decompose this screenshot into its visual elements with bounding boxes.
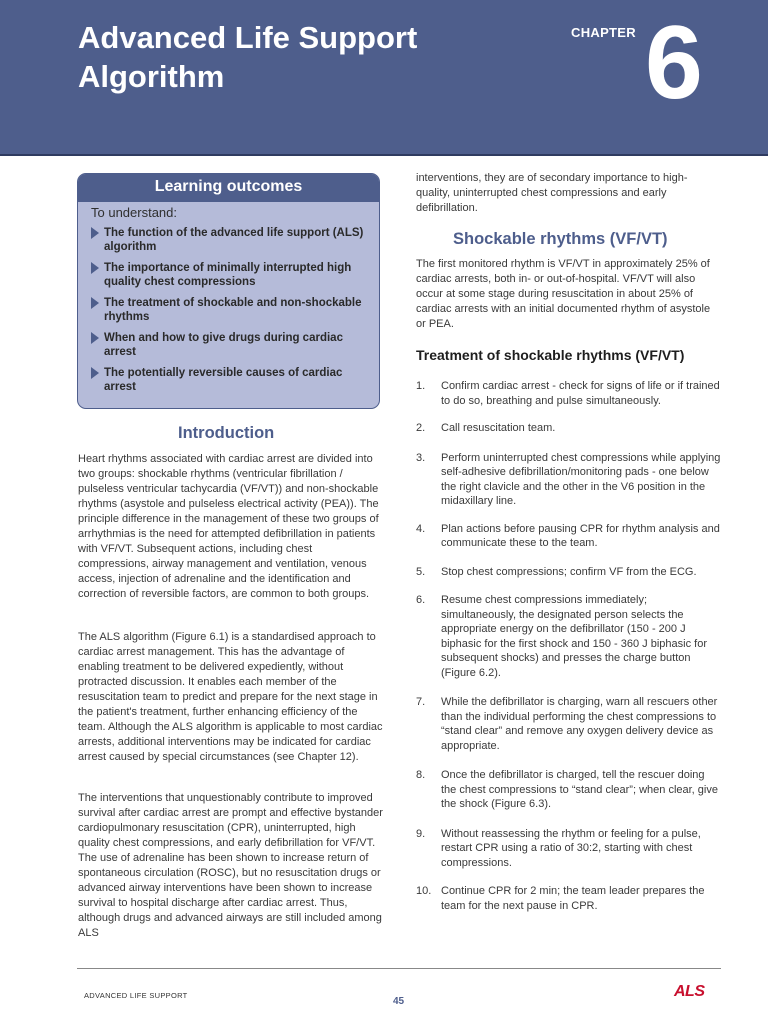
step-text: Perform uninterrupted chest compressions while applying self-adhesive defibrillation/monitoring pads - one below the right clavicle and the other in the V6 position in the midaxillary line. <box>441 451 721 507</box>
step-number: 6. <box>416 594 426 606</box>
learning-outcomes-intro: To understand: <box>91 205 178 220</box>
bullet-arrow-icon <box>91 227 99 239</box>
step-text: Plan actions before pausing CPR for rhythm analysis and communicate these to the team. <box>441 522 720 549</box>
bullet-arrow-icon <box>91 367 99 379</box>
shockable-rhythms-paragraph: The first monitored rhythm is VF/VT in approximately 25% of cardiac arrests, both in- or out-of-hospital. VF/VT will also occur at some stage during resuscitation in about 25% of cardiac arrests with an initial documented rhythm of asystole or PEA. <box>416 258 711 330</box>
treatment-step <box>416 768 721 812</box>
continuation-paragraph: interventions, they are of secondary importance to high-quality, uninterrupted chest compressions and early defibrillation. <box>416 172 688 214</box>
learning-outcome-text: The potentially reversible causes of cardiac arrest <box>104 367 343 393</box>
step-text: While the defibrillator is charging, warn all rescuers other than the individual performing the chest compressions to “stand clear” and remove any oxygen delivery device as appropriate. <box>441 696 718 752</box>
treatment-steps-list <box>416 379 721 913</box>
chapter-number: 6 <box>645 5 703 121</box>
treatment-step <box>416 884 721 913</box>
treatment-step <box>416 565 721 580</box>
chapter-header-banner <box>0 0 768 156</box>
step-text: Resume chest compressions immediately; simultaneously, the designated person selects the appropriate energy on the defibrillator (150 - 200 J biphasic for the first shock and 150 - 360 J biphasic for subsequent shocks) and presses the charge button (Figure 6.2). <box>441 594 707 679</box>
introduction-paragraph-2: The ALS algorithm (Figure 6.1) is a standardised approach to cardiac arrest management. This has the advantage of enabling treatment to be delivered expediently, without protracted discussion. It enables each member of the resuscitation team to predict and prepare for the next stage in the patient's treatment, further enhancing efficiency of the team. Although the ALS algorithm is applicable to most cardiac arrests, additional interventions may be indicated for cardiac arrest caused by special circumstances (see Chapter 12). <box>78 631 383 763</box>
footer-publication-name: ADVANCED LIFE SUPPORT <box>84 991 188 1000</box>
treatment-step <box>416 451 721 509</box>
step-number: 5. <box>416 565 426 578</box>
learning-outcome-item <box>91 296 371 324</box>
treatment-step <box>416 695 721 753</box>
treatment-step <box>416 379 721 408</box>
learning-outcomes-title: Learning outcomes <box>78 174 379 202</box>
step-text: Call resuscitation team. <box>441 422 556 434</box>
step-text: Stop chest compressions; confirm VF from the ECG. <box>441 565 697 578</box>
introduction-paragraph-3: The interventions that unquestionably contribute to improved survival after cardiac arrest are prompt and effective bystander cardiopulmonary resuscitation (CPR), uninterrupted, high quality chest compressions, and early defibrillation for VF/VT. The use of adrenaline has been shown to increase return of spontaneous circulation (ROSC), but no resuscitation drugs or advanced airway interventions have been shown to increase survival to hospital discharge after cardiac arrest. Thus, although drugs and advanced airways are still included among ALS <box>78 792 383 939</box>
step-text: Once the defibrillator is charged, tell the rescuer doing the chest compressions to “stand clear”; when clear, give the shock (Figure 6.3). <box>441 769 718 810</box>
learning-outcomes-list <box>91 226 371 401</box>
chapter-label: CHAPTER <box>571 25 636 40</box>
learning-outcome-item <box>91 331 371 359</box>
learning-outcome-text: The function of the advanced life support (ALS) algorithm <box>104 227 364 253</box>
introduction-heading: Introduction <box>178 424 275 442</box>
step-number: 1. <box>416 380 426 392</box>
learning-outcome-item <box>91 226 371 254</box>
step-text: Without reassessing the rhythm or feeling for a pulse, restart CPR using a ratio of 30:2, starting with chest compressions. <box>441 827 701 869</box>
treatment-step <box>416 522 721 551</box>
treatment-step <box>416 827 721 871</box>
step-number: 2. <box>416 422 426 434</box>
footer-divider <box>77 968 721 969</box>
learning-outcome-text: When and how to give drugs during cardiac arrest <box>104 332 343 358</box>
shockable-rhythms-heading: Shockable rhythms (VF/VT) <box>453 230 668 248</box>
bullet-arrow-icon <box>91 262 99 274</box>
learning-outcome-text: The treatment of shockable and non-shockable rhythms <box>104 297 362 323</box>
step-number: 8. <box>416 769 426 781</box>
learning-outcome-text: The importance of minimally interrupted high quality chest compressions <box>104 262 352 288</box>
page-number: 45 <box>393 996 405 1007</box>
step-number: 7. <box>416 696 426 708</box>
learning-outcome-item <box>91 366 371 394</box>
introduction-paragraph-1: Heart rhythms associated with cardiac arrest are divided into two groups: shockable rhythms (ventricular fibrillation / pulseless ventricular tachycardia (VF/VT)) and non-shockable rhythms (asystole and pulseless electrical activity (PEA)). The principle difference in the management of these two groups of arrhythmias is the need for attempted defibrillation in patients with VF/VT. Subsequent actions, including chest compressions, airway management and ventilation, venous access, injection of adrenaline and the identification and correction of reversible factors, are common to both groups. <box>78 453 379 600</box>
als-logo: ALS <box>674 983 705 1000</box>
treatment-step <box>416 593 721 680</box>
learning-outcomes-box <box>77 173 380 409</box>
step-number: 9. <box>416 827 426 840</box>
step-number: 3. <box>416 451 426 464</box>
step-number: 4. <box>416 522 426 535</box>
bullet-arrow-icon <box>91 297 99 309</box>
page-title: Advanced Life Support Algorithm <box>78 20 418 94</box>
bullet-arrow-icon <box>91 332 99 344</box>
step-text: Confirm cardiac arrest - check for signs of life or if trained to do so, breathing and pulse simultaneously. <box>441 380 720 407</box>
step-text: Continue CPR for 2 min; the team leader prepares the team for the next pause in CPR. <box>441 885 705 912</box>
treatment-heading: Treatment of shockable rhythms (VF/VT) <box>416 347 685 363</box>
learning-outcome-item <box>91 261 371 289</box>
step-number: 10. <box>416 885 432 897</box>
treatment-step <box>416 421 721 436</box>
